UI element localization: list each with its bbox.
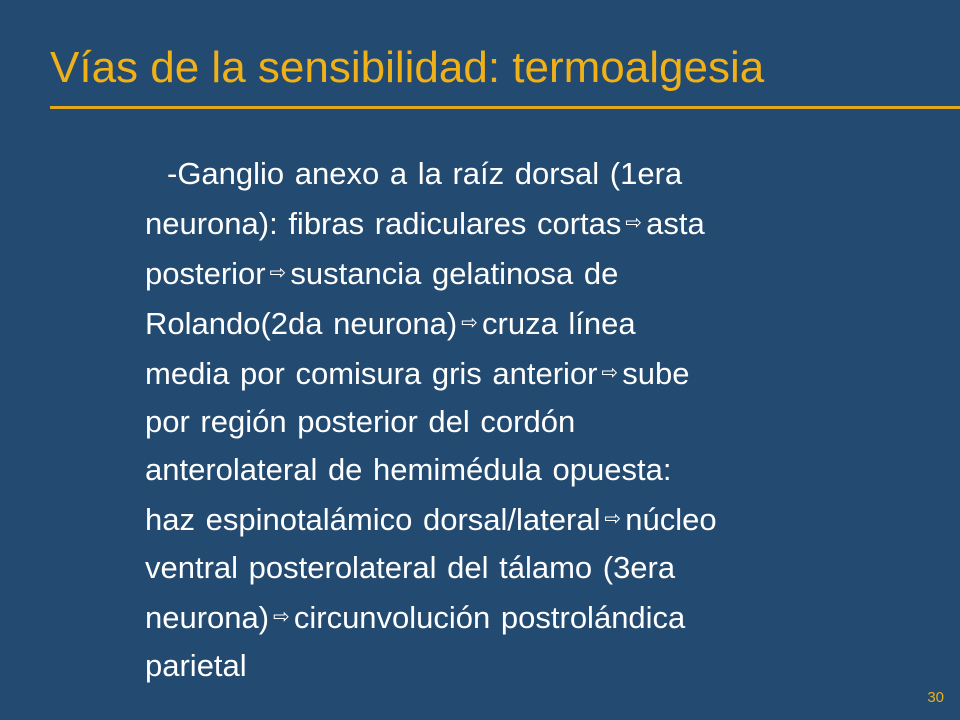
segment-6b: ventral posterolateral del tálamo (3era xyxy=(145,550,676,585)
arrow-icon: ⇨ xyxy=(601,360,619,384)
text-line xyxy=(145,398,885,446)
segment-1b: neurona): fibras radiculares cortas xyxy=(145,206,622,241)
text-line xyxy=(145,198,885,248)
segment-3b: Rolando(2da neurona) xyxy=(145,306,458,341)
text-line xyxy=(145,494,885,544)
text-line xyxy=(145,642,885,690)
segment-4a: cruza línea xyxy=(482,306,636,341)
arrow-icon: ⇨ xyxy=(269,260,287,284)
page-number: 30 xyxy=(927,689,944,706)
arrow-icon: ⇨ xyxy=(273,604,290,628)
segment-5b: por región posterior del cordón xyxy=(145,404,576,439)
text-line xyxy=(145,446,885,494)
segment-2b: posterior xyxy=(145,256,266,291)
arrow-icon: ⇨ xyxy=(604,506,622,530)
text-line xyxy=(145,298,885,348)
segment-2a: asta xyxy=(646,206,705,241)
text-line xyxy=(145,592,885,642)
arrow-icon: ⇨ xyxy=(461,310,478,334)
segment-5d: haz espinotalámico dorsal/lateral xyxy=(145,502,601,537)
arrow-icon: ⇨ xyxy=(625,210,643,234)
segment-5a: sube xyxy=(622,356,690,391)
text-line xyxy=(145,544,885,592)
text-line xyxy=(167,150,885,198)
text-line xyxy=(145,248,885,298)
segment-3a: sustancia gelatinosa de xyxy=(290,256,619,291)
segment-1a: -Ganglio anexo a la raíz dorsal (1era xyxy=(167,156,683,191)
segment-7b: parietal xyxy=(145,648,247,683)
segment-6a: núcleo xyxy=(625,502,717,537)
segment-5c: anterolateral de hemimédula opuesta: xyxy=(145,452,672,487)
text-line xyxy=(145,348,885,398)
segment-6c: neurona) xyxy=(145,600,270,635)
title-underline xyxy=(50,106,960,109)
segment-7a: circunvolución postrolándica xyxy=(293,600,686,635)
segment-4b: media por comisura gris anterior xyxy=(145,356,598,391)
slide-title: Vías de la sensibilidad: termoalgesia xyxy=(50,43,765,92)
body-text xyxy=(145,150,885,690)
